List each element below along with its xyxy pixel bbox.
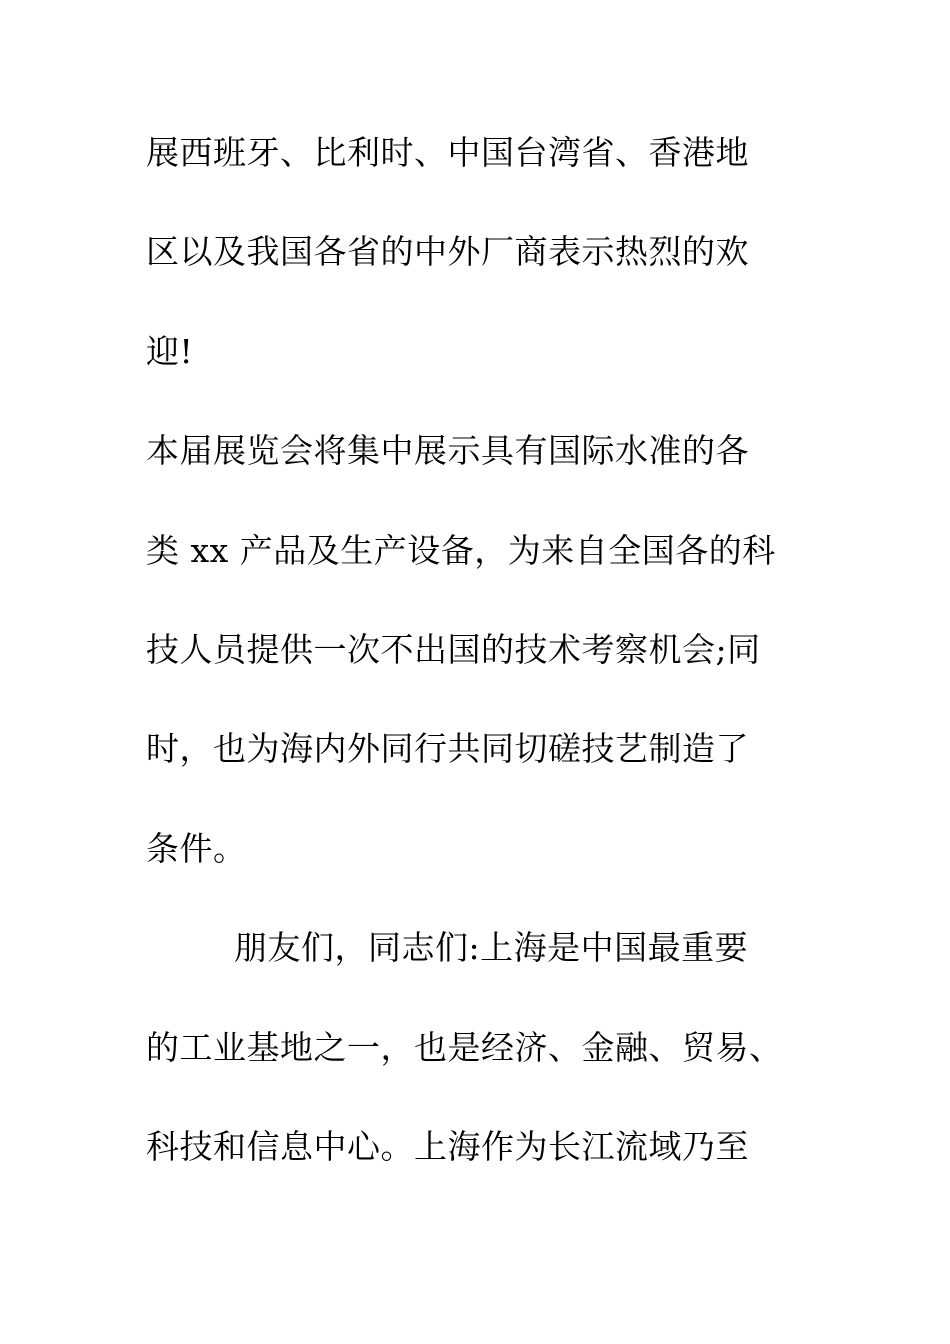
text-line: 的工业基地之一，也是经济、金融、贸易、 bbox=[146, 1027, 783, 1067]
text-line: 展西班牙、比利时、中国台湾省、香港地 bbox=[146, 133, 749, 172]
text-line: 技人员提供一次不出国的技术考察机会;同 bbox=[146, 629, 761, 669]
text-line: 科技和信息中心。上海作为长江流域乃至 bbox=[146, 1126, 749, 1166]
document-body bbox=[146, 120, 806, 1213]
text-line: 区以及我国各省的中外厂商表示热烈的欢 bbox=[146, 232, 749, 272]
text-line: 时，也为海内外同行共同切磋技艺制造了 bbox=[146, 729, 749, 769]
text-line: 迎! bbox=[146, 331, 194, 371]
text-line: 朋友们，同志们:上海是中国最重要 bbox=[234, 928, 749, 968]
text-line: 本届展览会将集中展示具有国际水准的各 bbox=[146, 431, 749, 471]
text-line: 条件。 bbox=[146, 828, 247, 868]
text-line: 类 xx 产品及生产设备，为来自全国各的科 bbox=[146, 530, 776, 570]
